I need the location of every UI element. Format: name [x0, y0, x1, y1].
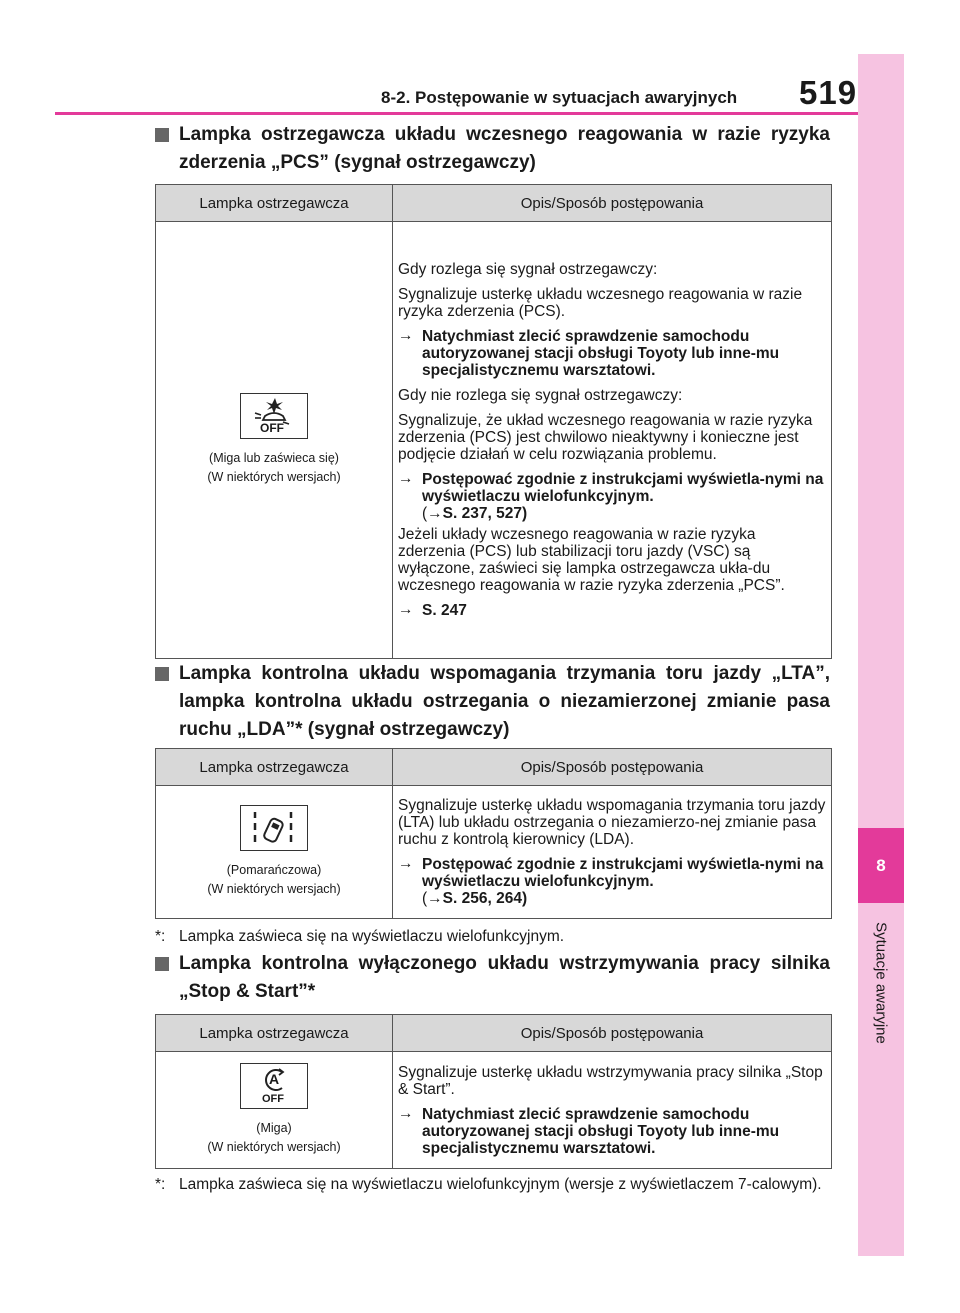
footnote: *: Lampka zaświeca się na wyświetlaczu wielofunkcyjnym. [155, 928, 565, 945]
lamp-caption-versions: (W niektórych wersjach) [207, 1140, 341, 1154]
section-title-stop-start: Lampka kontrolna wyłączonego układu wstrzymywania pracy silnika „Stop & Start”* [155, 950, 830, 1006]
page-number: 519 [799, 74, 858, 111]
action-item: → Postępować zgodnie z instrukcjami wyświetla-nymi na wyświetlaczu wielofunkcyjnym. (→S. 256, 264) [398, 855, 824, 907]
page-header [0, 0, 960, 120]
column-header-lamp: Lampka ostrzegawcza [156, 185, 393, 222]
page-reference-link[interactable]: (→S. 237, 527) [422, 505, 528, 522]
action-item: → Natychmiast zlecić sprawdzenie samochodu autoryzowanej stacji obsługi Toyoty lub inne-mu specjalistycznemu warsztatowi. [398, 327, 780, 379]
page-reference-link[interactable]: (→S. 256, 264) [422, 890, 528, 907]
side-tab-label: Sytuacje awaryjne [872, 922, 890, 1044]
arrow-icon: → [398, 1104, 414, 1122]
lamp-cell [156, 222, 393, 659]
arrow-icon: → [398, 855, 414, 872]
chapter-title: 8-2. Postępowanie w sytuacjach awaryjnych [381, 88, 738, 107]
arrow-icon: → [398, 470, 414, 487]
description-cell: Gdy rozlega się sygnał ostrzegawczy: Sygnalizuje usterkę układu wczesnego reagowania w razie ryzyka zderzenia (PCS). → Natychmiast zlecić sprawdzenie samochodu autoryzowanej stacji obsługi Toyoty lub inne-mu specjalistycznemu warsztatowi. Gdy nie rozlega się sygnał ostrzegawczy: Sygnalizuje, że układ wczesnego reagowania w razie ryzyka zderzenia (PCS) jest chwilowo nieaktywny i konieczne jest podjęcie działań w celu rozwiązania problemu. → Postępować zgodnie z instrukcjami wyświetla-nymi na wyświetlaczu wielofunkcyjnym. (→S. 237, 527) Jeżeli układy wczesnego reagowania w razie ryzyka zderzenia (PCS) lub stabilizacji toru jazdy (VSC) są wyłączone, zaświeci się lampka ostrzegawcza ukła-du wczesnego reagowania w razie ryzyka zderzenia „PCS”. → S. 247 [393, 222, 832, 659]
column-header-lamp: Lampka ostrzegawcza [156, 749, 393, 786]
section-title-lta-lda: Lampka kontrolna układu wspomagania trzymania toru jazdy „LTA”, lampka kontrolna układu ostrzegania o niezamierzonej zmianie pasa ruchu „LDA”* (sygnał ostrzegawczy) [155, 660, 830, 744]
warning-table-stop-start [155, 1014, 832, 1169]
arrow-icon: → [398, 601, 414, 618]
lamp-caption-color: (Pomarańczowa) [226, 863, 322, 877]
lamp-caption-versions: (W niektórych wersjach) [207, 470, 341, 484]
header-rule [55, 112, 858, 115]
description-cell: Sygnalizuje usterkę układu wstrzymywania pracy silnika „Stop & Start”. → Natychmiast zlecić sprawdzenie samochodu autoryzowanej stacji obsługi Toyoty lub inne-mu specjalistycznemu warsztatowi. [393, 1052, 832, 1169]
column-header-description: Opis/Sposób postępowania [393, 1015, 832, 1052]
page-reference-link[interactable]: → S. 247 [398, 601, 467, 619]
warning-table-pcs [155, 184, 832, 659]
lamp-caption-state: (Miga lub zaświeca się) [209, 451, 339, 465]
square-bullet-icon [155, 667, 169, 681]
warning-table-lta-lda [155, 748, 832, 919]
lamp-cell [156, 1052, 393, 1169]
lamp-cell [156, 786, 393, 919]
lamp-caption-state: (Miga) [256, 1121, 292, 1135]
action-item: → Postępować zgodnie z instrukcjami wyświetla-nymi na wyświetlaczu wielofunkcyjnym. (→S. 237, 527) [398, 470, 824, 522]
stop-start-off-icon: A OFF [240, 1063, 308, 1109]
column-header-lamp: Lampka ostrzegawcza [156, 1015, 393, 1052]
square-bullet-icon [155, 957, 169, 971]
action-item: → Natychmiast zlecić sprawdzenie samochodu autoryzowanej stacji obsługi Toyoty lub inne-mu specjalistycznemu warsztatowi. [398, 1104, 780, 1157]
description-cell: Sygnalizuje usterkę układu wspomagania trzymania toru jazdy (LTA) lub układu ostrzegania o niezamierzo-nej zmianie pasa ruchu z kontrolą kierownicy (LDA). → Postępować zgodnie z instrukcjami wyświetla-nymi na wyświetlaczu wielofunkcyjnym. (→S. 256, 264) [393, 786, 832, 919]
square-bullet-icon [155, 128, 169, 142]
side-tab-number[interactable]: 8 [858, 828, 904, 903]
arrow-icon: → [398, 327, 414, 344]
column-header-description: Opis/Sposób postępowania [393, 185, 832, 222]
footnote: *: Lampka zaświeca się na wyświetlaczu wielofunkcyjnym (wersje z wyświetlaczem 7-calowym). [155, 1176, 822, 1193]
lane-departure-icon [240, 805, 308, 851]
column-header-description: Opis/Sposób postępowania [393, 749, 832, 786]
side-tab [858, 54, 904, 1256]
section-title-pcs: Lampka ostrzegawcza układu wczesnego reagowania w razie ryzyka zderzenia „PCS” (sygnał ostrzegawczy) [155, 121, 830, 177]
pcs-off-icon: OFF [240, 393, 308, 439]
lamp-caption-versions: (W niektórych wersjach) [207, 882, 341, 896]
